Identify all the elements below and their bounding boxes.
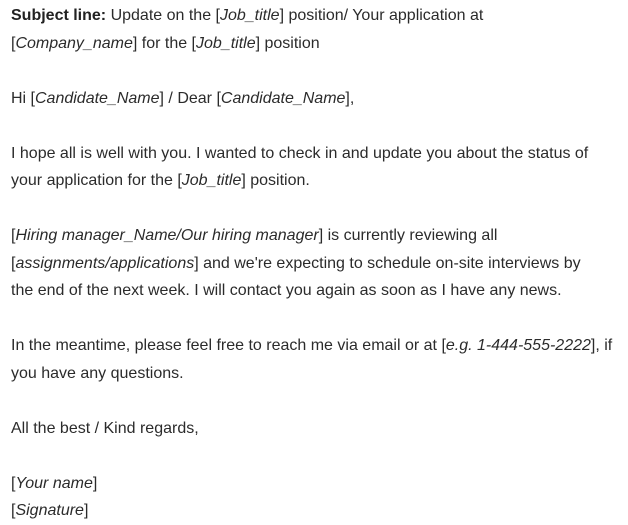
job-title-placeholder: Job_title	[219, 7, 280, 24]
job-title-placeholder: Job_title	[196, 34, 256, 52]
para3-line2: you have any questions.	[11, 364, 184, 382]
para2-line1: [Hiring manager_Name/Our hiring manager] is currently reviewing all	[11, 227, 498, 244]
closing: All the best / Kind regards,	[11, 419, 199, 437]
signature-line: [Signature]	[11, 502, 89, 519]
para1-line2: your application for the [Job_title] position.	[11, 172, 310, 189]
subject-label: Subject line:	[11, 7, 107, 24]
greeting: Hi [Candidate_Name] / Dear [Candidate_Name],	[11, 89, 355, 107]
candidate-name-placeholder: Candidate_Name	[35, 89, 160, 107]
company-name-placeholder: Company_name	[15, 34, 133, 52]
para1-line1: I hope all is well with you. I wanted to check in and update you about the status of	[11, 144, 589, 162]
signature-placeholder: Signature	[15, 502, 84, 519]
hiring-manager-placeholder: Hiring manager_Name/Our hiring manager	[15, 227, 319, 244]
para2-line2: [assignments/applications] and we're expecting to schedule on-site interviews by	[11, 254, 581, 272]
your-name-line: [Your name]	[11, 474, 98, 492]
subject-line-2: [Company_name] for the [Job_title] position	[11, 34, 320, 52]
assignments-placeholder: assignments/applications	[15, 254, 195, 272]
candidate-name-placeholder: Candidate_Name	[220, 89, 346, 107]
your-name-placeholder: Your name	[15, 474, 93, 492]
subject-line-1: Subject line: Update on the [Job_title] position/ Your application at	[11, 7, 484, 24]
phone-placeholder: e.g. 1-444-555-2222	[445, 337, 591, 354]
para3-line1: In the meantime, please feel free to reach me via email or at [e.g. 1-444-555-2222], if	[11, 337, 613, 354]
para2-line3: the end of the next week. I will contact you again as soon as I have any news.	[11, 282, 562, 299]
job-title-placeholder: Job_title	[181, 172, 242, 189]
